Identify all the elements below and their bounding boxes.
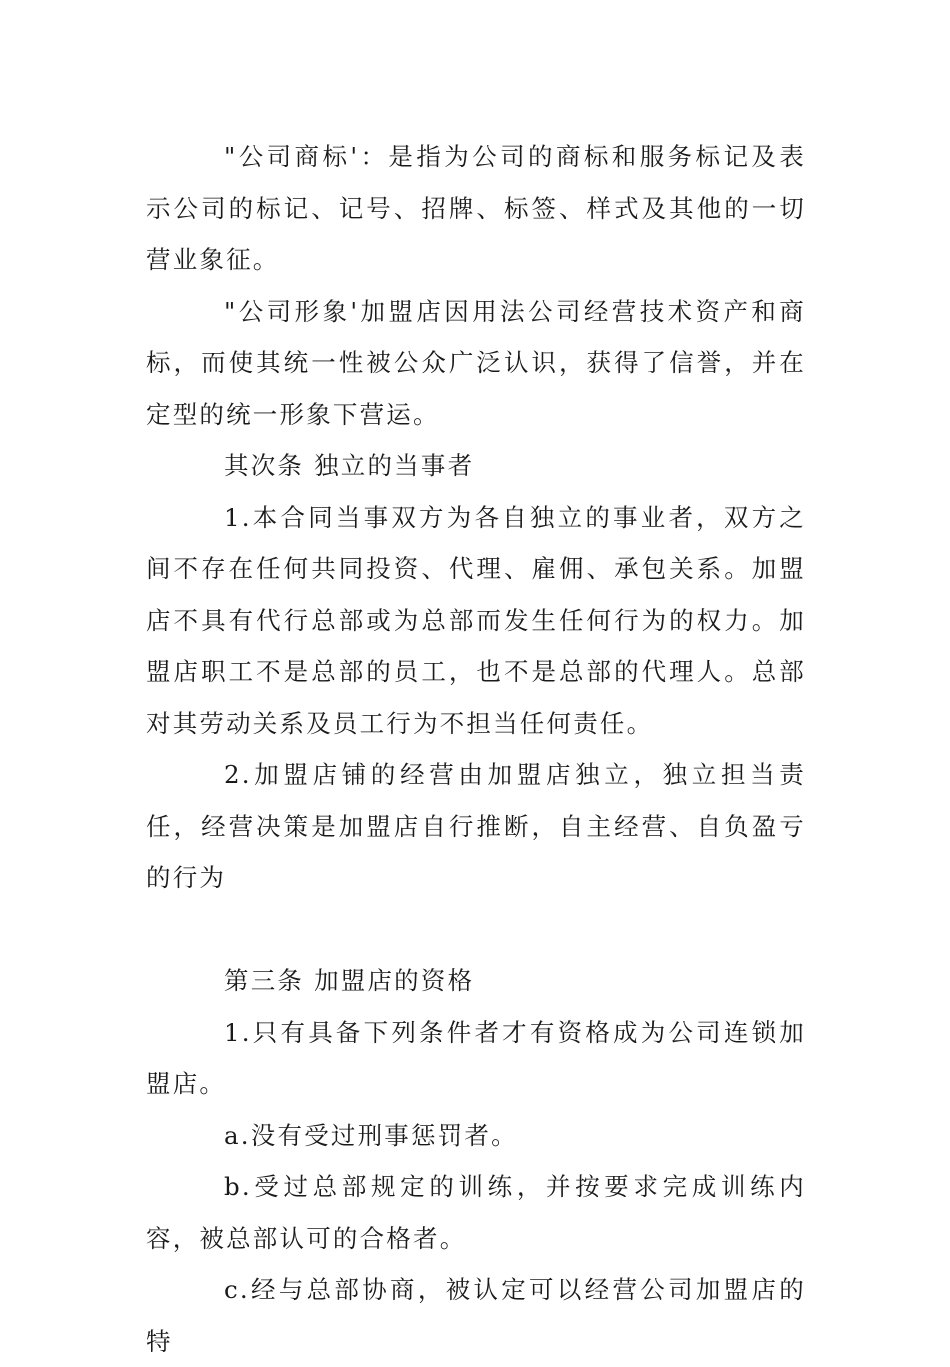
article-heading-independent-parties: 其次条 独立的当事者: [224, 451, 475, 480]
paragraph-qualification-a: a.没有受过刑事惩罚者。: [224, 1120, 518, 1150]
document-body: [146, 131, 806, 1367]
paragraph-qualification-b: b.受过总部规定的训练，并按要求完成训练内容，被总部认可的合格者。: [146, 1172, 806, 1253]
paragraph-trademark-definition: "公司商标'：是指为公司的商标和服务标记及表示公司的标记、记号、招牌、标签、样式及其他的一切营业象征。: [146, 142, 806, 274]
paragraph-spacer: [146, 904, 806, 956]
paragraph-company-image-definition: "公司形象'加盟店因用法公司经营技术资产和商标，而使其统一性被公众广泛认识，获得了信誉，并在定型的统一形象下营运。: [146, 296, 806, 429]
paragraph-qualification-c: c.经与总部协商，被认定可以经营公司加盟店的特: [146, 1275, 806, 1356]
paragraph-qualification-1: 1.只有具备下列条件者才有资格成为公司连锁加盟店。: [146, 1017, 806, 1098]
article-heading-franchisee-qualification: 第三条 加盟店的资格: [224, 966, 475, 995]
paragraph-independent-parties-2: 2.加盟店铺的经营由加盟店独立，独立担当责任，经营决策是加盟店自行推断，自主经营、自负盈亏的行为: [146, 760, 806, 892]
paragraph-independent-parties-1: 1.本合同当事双方为各自独立的事业者，双方之间不存在任何共同投资、代理、雇佣、承包关系。加盟店不具有代行总部或为总部而发生任何行为的权力。加盟店职工不是总部的员工，也不是总部的代理人。总部对其劳动关系及员工行为不担当任何责任。: [146, 502, 806, 738]
